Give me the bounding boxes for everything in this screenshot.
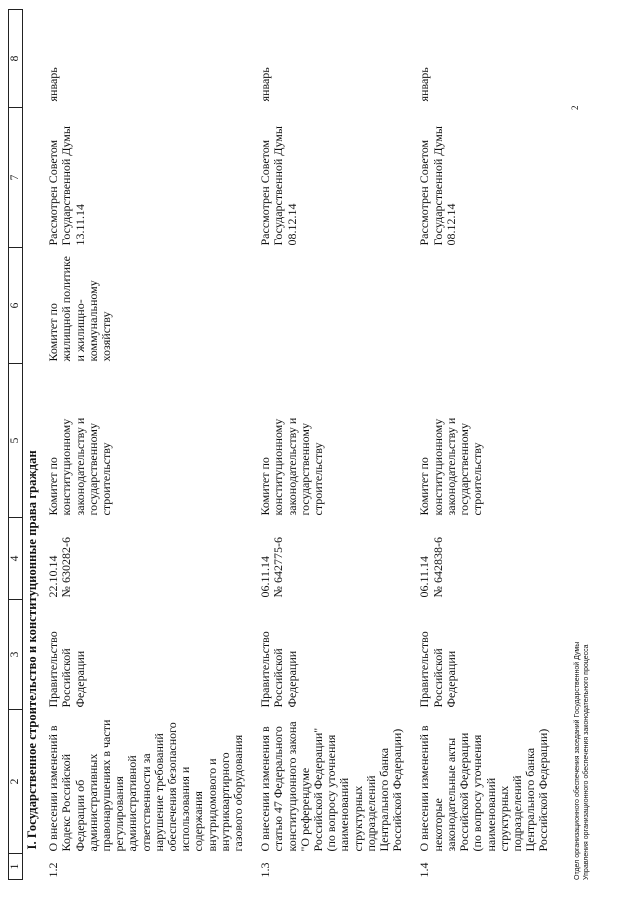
document-footer [574, 642, 591, 880]
header-col-2: 2 [9, 710, 23, 854]
header-col-8: 8 [9, 10, 23, 108]
section-row [23, 10, 44, 880]
bill-title: О внесении изменений в некоторые законодательные акты Российской Федерации (по вопросу уточнения наименований структурных подразделений Центрального банка Российской Федерации) [417, 725, 551, 852]
initiator: Правительство Российской Федерации [417, 631, 458, 708]
lead-committee: Комитет по конституционному законодательству и государственному строительству [258, 417, 326, 516]
co-committee: Комитет по жилищной политике и жилищно-коммунальному хозяйству [46, 256, 114, 362]
footer-line-1: Отдел организационного обеспечения заседаний Государственной Думы [574, 641, 581, 880]
header-col-7: 7 [9, 108, 23, 248]
table-row [255, 10, 414, 880]
bill-number: № 642775-6 [271, 537, 286, 598]
row-number: 1.2 [46, 862, 61, 878]
bill-number: № 630282-6 [59, 537, 74, 598]
registration-date: 22.10.14 [46, 555, 61, 598]
status: Рассмотрен Советом Государственной Думы 08.12.14 [258, 126, 299, 246]
planned-month: январь [46, 67, 61, 102]
column-number-header [9, 10, 23, 880]
header-col-1: 1 [9, 854, 23, 880]
bill-title: О внесении изменений в Кодекс Российской Федерации об административных правонарушениях в части регулирования административной ответственности за нарушение требований обеспечения безопасного использования и содержания внутридомового и внутриквартирного газового оборудования [46, 719, 246, 852]
lead-committee: Комитет по конституционному законодательству и государственному строительству [46, 417, 114, 516]
status: Рассмотрен Советом Государственной Думы 13.11.14 [46, 126, 87, 246]
header-col-3: 3 [9, 600, 23, 710]
date-and-number [255, 518, 414, 600]
page-number: 2 [570, 105, 580, 110]
co-committee [255, 248, 414, 364]
planned-month: январь [417, 67, 432, 102]
table-row [414, 10, 560, 880]
row-number: 1.4 [417, 862, 432, 878]
footer-line-2: Управления организационного обеспечения законодательного процесса [582, 644, 590, 880]
registration-date: 06.11.14 [258, 555, 273, 598]
initiator: Правительство Российской Федерации [258, 631, 299, 708]
registration-date: 06.11.14 [417, 555, 432, 598]
table-row [43, 10, 255, 880]
rotated-sheet [0, 10, 600, 890]
row-number: 1.3 [258, 862, 273, 878]
co-committee [414, 248, 560, 364]
date-and-number [414, 518, 560, 600]
initiator: Правительство Российской Федерации [46, 631, 87, 708]
bill-number: № 642838-6 [430, 537, 445, 598]
header-col-6: 6 [9, 248, 23, 364]
date-and-number [43, 518, 255, 600]
bill-title: О внесении изменения в статью 47 Федерального конституционного закона "О референдуме Российской Федерации" (по вопросу уточнения наименований структурных подразделений Центрального банка Российской Федерации) [258, 721, 405, 852]
header-col-5: 5 [9, 364, 23, 518]
section-title: I. Государственное строительство и конституционные права граждан [25, 450, 39, 850]
planned-month: январь [258, 67, 273, 102]
header-col-4: 4 [9, 518, 23, 600]
bill-register-table [8, 9, 561, 880]
status: Рассмотрен Советом Государственной Думы 08.12.14 [417, 126, 458, 246]
lead-committee: Комитет по конституционному законодательству и государственному строительству [417, 417, 485, 516]
